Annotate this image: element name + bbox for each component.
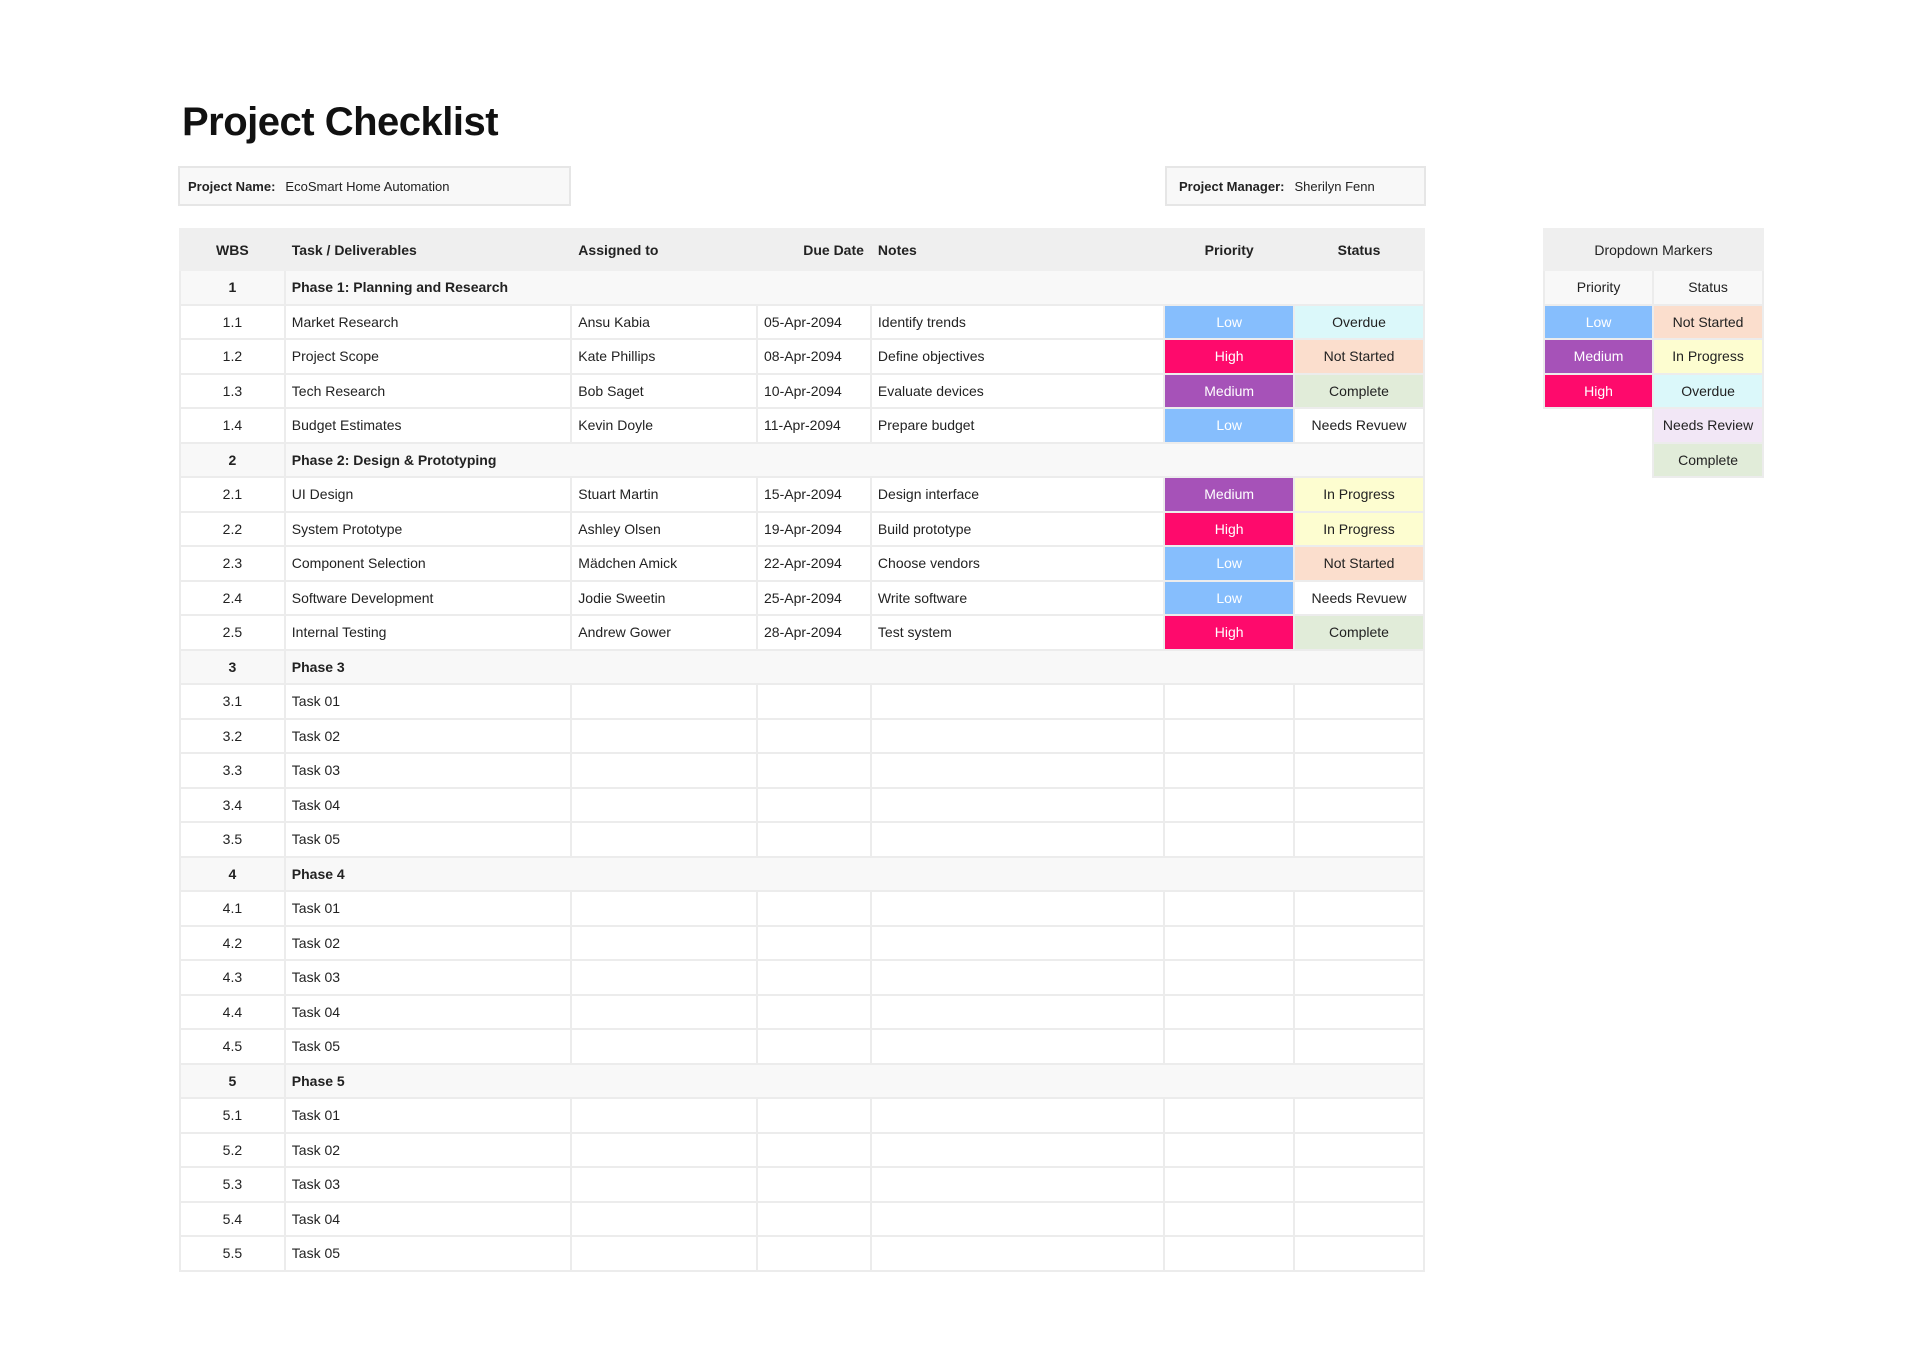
project-name-field[interactable] xyxy=(178,166,571,206)
priority-marker: High xyxy=(1544,374,1653,409)
dropdown-markers-table xyxy=(1543,228,1764,478)
project-manager-label: Project Manager: xyxy=(1179,178,1285,194)
task-wbs: 2.5 xyxy=(180,615,285,650)
task-assigned[interactable] xyxy=(571,1133,757,1168)
task-due-date[interactable]: 28-Apr-2094 xyxy=(757,615,871,650)
task-assigned[interactable]: Kate Phillips xyxy=(571,339,757,374)
task-due-date[interactable]: 22-Apr-2094 xyxy=(757,546,871,581)
task-wbs: 4.4 xyxy=(180,995,285,1030)
task-assigned[interactable]: Mädchen Amick xyxy=(571,546,757,581)
status-dropdown[interactable]: Not Started xyxy=(1294,339,1424,374)
task-notes[interactable] xyxy=(871,960,1164,995)
task-name[interactable]: Task 03 xyxy=(285,960,572,995)
phase-name[interactable]: Phase 4 xyxy=(285,857,1424,892)
task-due-date[interactable]: 05-Apr-2094 xyxy=(757,305,871,340)
task-assigned[interactable] xyxy=(571,719,757,754)
priority-dropdown[interactable] xyxy=(1164,960,1294,995)
phase-row xyxy=(180,1064,1424,1099)
project-name-value: EcoSmart Home Automation xyxy=(285,178,450,194)
task-assigned[interactable] xyxy=(571,891,757,926)
dropdown-marker-row xyxy=(1544,374,1763,409)
task-name[interactable]: Task 02 xyxy=(285,926,572,961)
task-name[interactable]: System Prototype xyxy=(285,512,572,547)
table-row xyxy=(180,477,1424,512)
status-marker: In Progress xyxy=(1653,339,1763,374)
dropdown-marker-row xyxy=(1544,339,1763,374)
project-manager-field[interactable] xyxy=(1165,166,1426,206)
task-notes[interactable] xyxy=(871,891,1164,926)
table-row xyxy=(180,546,1424,581)
task-due-date[interactable]: 08-Apr-2094 xyxy=(757,339,871,374)
col-task: Task / Deliverables xyxy=(285,229,572,270)
table-row xyxy=(180,512,1424,547)
table-row xyxy=(180,1236,1424,1271)
task-assigned[interactable] xyxy=(571,1029,757,1064)
priority-dropdown[interactable]: Low xyxy=(1164,581,1294,616)
task-wbs: 3.1 xyxy=(180,684,285,719)
table-row xyxy=(180,684,1424,719)
task-assigned[interactable] xyxy=(571,822,757,857)
status-dropdown[interactable] xyxy=(1294,891,1424,926)
table-row xyxy=(180,1029,1424,1064)
task-assigned[interactable]: Ansu Kabia xyxy=(571,305,757,340)
task-name[interactable]: Task 01 xyxy=(285,684,572,719)
table-row xyxy=(180,960,1424,995)
task-assigned[interactable]: Stuart Martin xyxy=(571,477,757,512)
task-notes[interactable]: Prepare budget xyxy=(871,408,1164,443)
task-due-date[interactable]: 15-Apr-2094 xyxy=(757,477,871,512)
task-wbs: 5.5 xyxy=(180,1236,285,1271)
status-dropdown[interactable] xyxy=(1294,822,1424,857)
task-assigned[interactable] xyxy=(571,926,757,961)
table-row xyxy=(180,615,1424,650)
task-notes[interactable] xyxy=(871,788,1164,823)
task-due-date[interactable]: 25-Apr-2094 xyxy=(757,581,871,616)
status-dropdown[interactable]: Needs Revuew xyxy=(1294,581,1424,616)
task-notes[interactable]: Choose vendors xyxy=(871,546,1164,581)
task-name[interactable]: Market Research xyxy=(285,305,572,340)
task-due-date[interactable] xyxy=(757,684,871,719)
task-due-date[interactable] xyxy=(757,995,871,1030)
task-notes[interactable]: Test system xyxy=(871,615,1164,650)
priority-dropdown[interactable]: Low xyxy=(1164,408,1294,443)
task-due-date[interactable] xyxy=(757,753,871,788)
task-notes[interactable] xyxy=(871,926,1164,961)
priority-dropdown[interactable] xyxy=(1164,822,1294,857)
table-row xyxy=(180,822,1424,857)
task-name[interactable]: Task 03 xyxy=(285,1167,572,1202)
table-row xyxy=(180,1202,1424,1237)
task-wbs: 1.2 xyxy=(180,339,285,374)
task-assigned[interactable]: Kevin Doyle xyxy=(571,408,757,443)
dropdown-marker-row xyxy=(1544,443,1763,478)
task-wbs: 4.2 xyxy=(180,926,285,961)
task-wbs: 4.3 xyxy=(180,960,285,995)
table-row xyxy=(180,753,1424,788)
task-notes[interactable] xyxy=(871,1029,1164,1064)
task-name[interactable]: Task 02 xyxy=(285,1133,572,1168)
status-marker: Overdue xyxy=(1653,374,1763,409)
phase-name[interactable]: Phase 5 xyxy=(285,1064,1424,1099)
task-due-date[interactable] xyxy=(757,926,871,961)
task-name[interactable]: Project Scope xyxy=(285,339,572,374)
task-due-date[interactable] xyxy=(757,1029,871,1064)
task-name[interactable]: Internal Testing xyxy=(285,615,572,650)
task-wbs: 2.1 xyxy=(180,477,285,512)
task-wbs: 3.4 xyxy=(180,788,285,823)
task-assigned[interactable] xyxy=(571,1236,757,1271)
dropdown-marker-row xyxy=(1544,408,1763,443)
priority-dropdown[interactable] xyxy=(1164,891,1294,926)
task-notes[interactable]: Design interface xyxy=(871,477,1164,512)
table-header xyxy=(180,229,1424,270)
task-name[interactable]: Component Selection xyxy=(285,546,572,581)
col-due: Due Date xyxy=(757,229,871,270)
status-dropdown[interactable] xyxy=(1294,788,1424,823)
table-row xyxy=(180,305,1424,340)
task-assigned[interactable] xyxy=(571,788,757,823)
priority-dropdown[interactable]: Low xyxy=(1164,305,1294,340)
task-assigned[interactable]: Ashley Olsen xyxy=(571,512,757,547)
task-name[interactable]: Task 05 xyxy=(285,1236,572,1271)
phase-row xyxy=(180,650,1424,685)
priority-dropdown[interactable] xyxy=(1164,684,1294,719)
task-name[interactable]: Task 05 xyxy=(285,822,572,857)
task-assigned[interactable] xyxy=(571,960,757,995)
col-priority: Priority xyxy=(1164,229,1294,270)
task-notes[interactable] xyxy=(871,719,1164,754)
task-due-date[interactable] xyxy=(757,1202,871,1237)
priority-dropdown[interactable] xyxy=(1164,1098,1294,1133)
task-notes[interactable]: Define objectives xyxy=(871,339,1164,374)
empty-cell xyxy=(1544,408,1653,443)
task-notes[interactable]: Write software xyxy=(871,581,1164,616)
task-due-date[interactable] xyxy=(757,1167,871,1202)
table-row xyxy=(180,581,1424,616)
status-dropdown[interactable] xyxy=(1294,1029,1424,1064)
dropdown-status-header: Status xyxy=(1653,270,1763,305)
task-wbs: 4.1 xyxy=(180,891,285,926)
phase-row xyxy=(180,270,1424,305)
priority-dropdown[interactable] xyxy=(1164,1029,1294,1064)
task-due-date[interactable] xyxy=(757,1098,871,1133)
table-row xyxy=(180,408,1424,443)
status-dropdown[interactable] xyxy=(1294,753,1424,788)
task-due-date[interactable] xyxy=(757,1133,871,1168)
priority-dropdown[interactable] xyxy=(1164,995,1294,1030)
task-notes[interactable]: Identify trends xyxy=(871,305,1164,340)
task-due-date[interactable] xyxy=(757,1236,871,1271)
task-name[interactable]: Task 01 xyxy=(285,891,572,926)
dropdown-title: Dropdown Markers xyxy=(1544,229,1763,270)
priority-dropdown[interactable] xyxy=(1164,1236,1294,1271)
task-assigned[interactable] xyxy=(571,753,757,788)
task-notes[interactable] xyxy=(871,684,1164,719)
col-status: Status xyxy=(1294,229,1424,270)
task-name[interactable]: Task 03 xyxy=(285,753,572,788)
task-notes[interactable]: Build prototype xyxy=(871,512,1164,547)
dropdown-marker-row xyxy=(1544,305,1763,340)
table-row xyxy=(180,891,1424,926)
status-dropdown[interactable] xyxy=(1294,1202,1424,1237)
status-dropdown[interactable] xyxy=(1294,960,1424,995)
task-wbs: 5.2 xyxy=(180,1133,285,1168)
phase-name[interactable]: Phase 1: Planning and Research xyxy=(285,270,1424,305)
task-name[interactable]: Software Development xyxy=(285,581,572,616)
task-notes[interactable] xyxy=(871,1098,1164,1133)
priority-dropdown[interactable] xyxy=(1164,719,1294,754)
table-row xyxy=(180,995,1424,1030)
task-assigned[interactable]: Bob Saget xyxy=(571,374,757,409)
task-wbs: 5.3 xyxy=(180,1167,285,1202)
project-name-label: Project Name: xyxy=(188,178,276,194)
col-assigned: Assigned to xyxy=(571,229,757,270)
task-wbs: 2.3 xyxy=(180,546,285,581)
priority-dropdown[interactable]: High xyxy=(1164,339,1294,374)
status-dropdown[interactable]: Complete xyxy=(1294,615,1424,650)
task-due-date[interactable]: 10-Apr-2094 xyxy=(757,374,871,409)
table-row xyxy=(180,719,1424,754)
dropdown-priority-header: Priority xyxy=(1544,270,1653,305)
task-wbs: 5.1 xyxy=(180,1098,285,1133)
table-row xyxy=(180,1098,1424,1133)
task-assigned[interactable]: Jodie Sweetin xyxy=(571,581,757,616)
task-wbs: 1.1 xyxy=(180,305,285,340)
status-dropdown[interactable] xyxy=(1294,1236,1424,1271)
project-manager-value: Sherilyn Fenn xyxy=(1294,178,1375,194)
phase-row xyxy=(180,443,1424,478)
status-dropdown[interactable] xyxy=(1294,684,1424,719)
status-dropdown[interactable] xyxy=(1294,1133,1424,1168)
task-name[interactable]: Budget Estimates xyxy=(285,408,572,443)
page-title: Project Checklist xyxy=(182,100,499,144)
table-row xyxy=(180,1133,1424,1168)
task-due-date[interactable] xyxy=(757,719,871,754)
task-notes[interactable] xyxy=(871,822,1164,857)
table-row xyxy=(180,339,1424,374)
task-wbs: 1.4 xyxy=(180,408,285,443)
status-dropdown[interactable] xyxy=(1294,995,1424,1030)
task-wbs: 2.2 xyxy=(180,512,285,547)
task-notes[interactable] xyxy=(871,1167,1164,1202)
task-notes[interactable] xyxy=(871,1133,1164,1168)
task-name[interactable]: Task 04 xyxy=(285,995,572,1030)
priority-dropdown[interactable]: Medium xyxy=(1164,477,1294,512)
status-dropdown[interactable]: In Progress xyxy=(1294,512,1424,547)
status-dropdown[interactable]: Needs Revuew xyxy=(1294,408,1424,443)
col-wbs: WBS xyxy=(180,229,285,270)
phase-name[interactable]: Phase 2: Design & Prototyping xyxy=(285,443,1424,478)
task-due-date[interactable] xyxy=(757,960,871,995)
table-row xyxy=(180,1167,1424,1202)
task-wbs: 1.3 xyxy=(180,374,285,409)
task-name[interactable]: Task 05 xyxy=(285,1029,572,1064)
task-assigned[interactable] xyxy=(571,995,757,1030)
task-assigned[interactable] xyxy=(571,684,757,719)
priority-dropdown[interactable]: Medium xyxy=(1164,374,1294,409)
priority-dropdown[interactable]: High xyxy=(1164,615,1294,650)
priority-marker: Medium xyxy=(1544,339,1653,374)
task-wbs: 5.4 xyxy=(180,1202,285,1237)
phase-wbs: 5 xyxy=(180,1064,285,1099)
phase-row xyxy=(180,857,1424,892)
phase-wbs: 1 xyxy=(180,270,285,305)
task-notes[interactable] xyxy=(871,1236,1164,1271)
task-notes[interactable]: Evaluate devices xyxy=(871,374,1164,409)
priority-dropdown[interactable] xyxy=(1164,1167,1294,1202)
status-marker: Not Started xyxy=(1653,305,1763,340)
table-row xyxy=(180,788,1424,823)
status-marker: Needs Review xyxy=(1653,408,1763,443)
task-assigned[interactable] xyxy=(571,1202,757,1237)
task-assigned[interactable] xyxy=(571,1167,757,1202)
task-due-date[interactable] xyxy=(757,788,871,823)
priority-dropdown[interactable] xyxy=(1164,926,1294,961)
priority-marker: Low xyxy=(1544,305,1653,340)
task-wbs: 3.5 xyxy=(180,822,285,857)
priority-dropdown[interactable] xyxy=(1164,1133,1294,1168)
task-wbs: 3.3 xyxy=(180,753,285,788)
phase-wbs: 3 xyxy=(180,650,285,685)
task-notes[interactable] xyxy=(871,1202,1164,1237)
task-name[interactable]: Task 02 xyxy=(285,719,572,754)
task-due-date[interactable] xyxy=(757,891,871,926)
task-name[interactable]: UI Design xyxy=(285,477,572,512)
task-assigned[interactable] xyxy=(571,1098,757,1133)
table-row xyxy=(180,374,1424,409)
status-dropdown[interactable]: Complete xyxy=(1294,374,1424,409)
task-name[interactable]: Task 04 xyxy=(285,1202,572,1237)
phase-name[interactable]: Phase 3 xyxy=(285,650,1424,685)
status-dropdown[interactable] xyxy=(1294,1098,1424,1133)
task-wbs: 4.5 xyxy=(180,1029,285,1064)
task-wbs: 2.4 xyxy=(180,581,285,616)
priority-dropdown[interactable] xyxy=(1164,753,1294,788)
phase-wbs: 4 xyxy=(180,857,285,892)
task-notes[interactable] xyxy=(871,753,1164,788)
status-dropdown[interactable] xyxy=(1294,719,1424,754)
priority-dropdown[interactable] xyxy=(1164,788,1294,823)
empty-cell xyxy=(1544,443,1653,478)
priority-dropdown[interactable] xyxy=(1164,1202,1294,1237)
phase-wbs: 2 xyxy=(180,443,285,478)
status-dropdown[interactable] xyxy=(1294,926,1424,961)
col-notes: Notes xyxy=(871,229,1164,270)
status-dropdown[interactable]: Not Started xyxy=(1294,546,1424,581)
priority-dropdown[interactable]: Low xyxy=(1164,546,1294,581)
status-marker: Complete xyxy=(1653,443,1763,478)
task-notes[interactable] xyxy=(871,995,1164,1030)
task-due-date[interactable] xyxy=(757,822,871,857)
checklist-table xyxy=(179,228,1425,1272)
task-due-date[interactable]: 11-Apr-2094 xyxy=(757,408,871,443)
status-dropdown[interactable]: Overdue xyxy=(1294,305,1424,340)
task-due-date[interactable]: 19-Apr-2094 xyxy=(757,512,871,547)
status-dropdown[interactable]: In Progress xyxy=(1294,477,1424,512)
task-name[interactable]: Task 01 xyxy=(285,1098,572,1133)
task-wbs: 3.2 xyxy=(180,719,285,754)
task-name[interactable]: Task 04 xyxy=(285,788,572,823)
priority-dropdown[interactable]: High xyxy=(1164,512,1294,547)
task-assigned[interactable]: Andrew Gower xyxy=(571,615,757,650)
status-dropdown[interactable] xyxy=(1294,1167,1424,1202)
task-name[interactable]: Tech Research xyxy=(285,374,572,409)
table-row xyxy=(180,926,1424,961)
